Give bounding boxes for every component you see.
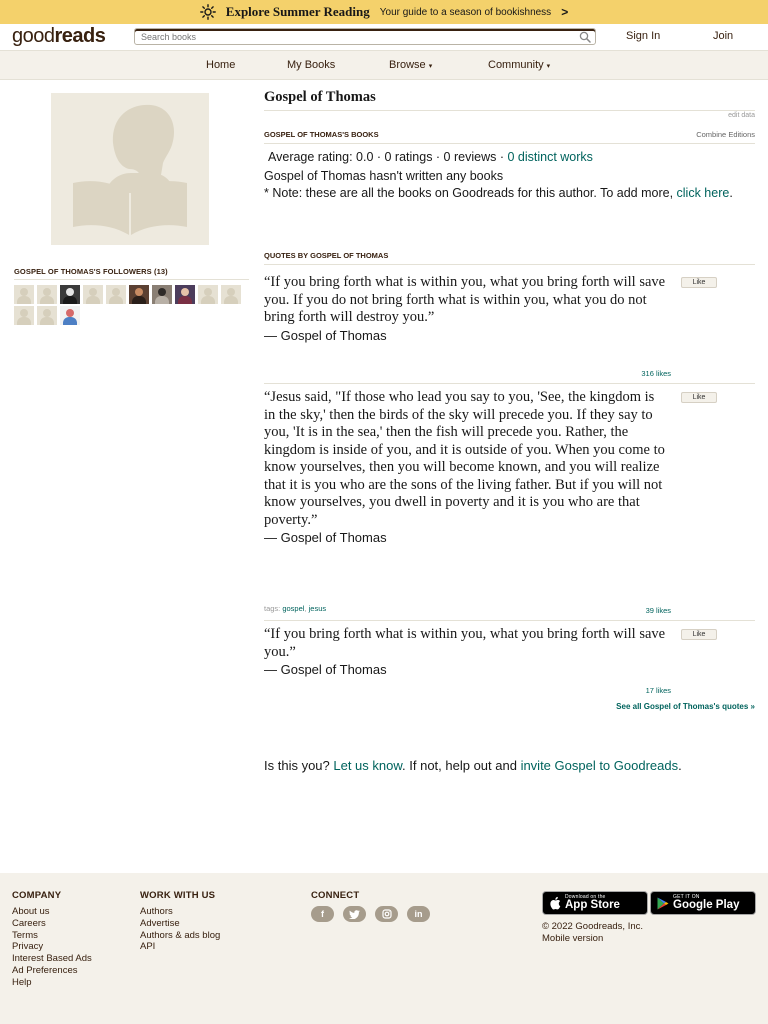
- app-store-big: App Store: [565, 898, 620, 911]
- reader-silhouette-icon: [51, 93, 209, 245]
- follower-avatar[interactable]: [175, 285, 195, 304]
- goodreads-logo[interactable]: [12, 25, 105, 48]
- footer-link-careers[interactable]: Careers: [12, 917, 46, 929]
- follower-avatar[interactable]: [14, 306, 34, 325]
- rating-stats: Average rating: 0.0 · 0 ratings · 0 reviews ·: [268, 150, 508, 164]
- search-icon[interactable]: [579, 31, 591, 43]
- logo-suffix: reads: [54, 25, 106, 47]
- footer-link-advertise[interactable]: Advertise: [140, 917, 180, 929]
- claim-prefix: Is this you?: [264, 758, 334, 773]
- follower-avatar[interactable]: [83, 285, 103, 304]
- app-store-button[interactable]: [542, 891, 648, 915]
- followers-heading[interactable]: GOSPEL OF THOMAS'S FOLLOWERS (13): [14, 267, 249, 280]
- footer-heading: CONNECT: [311, 890, 360, 901]
- nav-community-label: Community: [488, 59, 544, 71]
- quote-author[interactable]: ― Gospel of Thomas: [264, 327, 387, 343]
- footer-link-authors[interactable]: Authors: [140, 906, 173, 917]
- chevron-down-icon: ▾: [428, 63, 433, 70]
- like-button[interactable]: Like: [681, 392, 717, 403]
- join-link[interactable]: Join: [713, 30, 734, 42]
- twitter-bird-icon: [349, 910, 360, 919]
- mobile-version-link[interactable]: Mobile version: [542, 933, 604, 944]
- quote-text: “Jesus said, "If those who lead you say to you, 'See, the kingdom is in the sky,' then the birds of the sky will precede you. If they say to you, 'It is in the sea,' then the fish will precede you. Rather, the kingdom is inside of you, and it is outside of you. When you come to know yourselves, then you will become known, and you will realize that it is you who are the sons of the living father. But if you will not know yourselves, you dwell in poverty and it is you who are that poverty.”: [264, 389, 665, 528]
- like-button[interactable]: Like: [681, 277, 717, 288]
- books-heading-label[interactable]: GOSPEL OF THOMAS'S BOOKS: [264, 130, 379, 139]
- promo-banner[interactable]: [0, 0, 768, 24]
- quote-author[interactable]: ― Gospel of Thomas: [264, 530, 387, 545]
- follower-avatar[interactable]: [152, 285, 172, 304]
- footer-link-interest-ads[interactable]: Interest Based Ads: [12, 953, 92, 965]
- likes-count[interactable]: 316 likes: [641, 369, 671, 378]
- footer-work-with-us: [140, 890, 220, 953]
- footer-heading: WORK WITH US: [140, 890, 216, 901]
- footer-connect: [311, 890, 430, 922]
- footer-link-help[interactable]: Help: [12, 976, 32, 988]
- chevron-down-icon: ▾: [546, 63, 551, 70]
- google-play-big: Google Play: [673, 898, 740, 911]
- footer-link-ad-preferences[interactable]: Ad Preferences: [12, 964, 78, 976]
- note-end: .: [729, 186, 733, 200]
- instagram-glyph-icon: [382, 909, 392, 919]
- site-footer: [0, 873, 768, 1024]
- books-note: [264, 185, 744, 202]
- main-nav: [0, 51, 768, 80]
- chevron-right-icon[interactable]: >: [561, 5, 569, 19]
- quote-item: [264, 626, 755, 698]
- follower-avatar[interactable]: [14, 285, 34, 304]
- quote-author[interactable]: ― Gospel of Thomas: [264, 662, 387, 677]
- tag-separator: ,: [304, 604, 309, 613]
- footer-link-ads-blog[interactable]: Authors & ads blog: [140, 929, 221, 941]
- followers-grid: [14, 285, 250, 325]
- follower-avatar[interactable]: [198, 285, 218, 304]
- author-name-title: Gospel of Thomas: [264, 89, 755, 111]
- follower-avatar[interactable]: [106, 285, 126, 304]
- likes-count[interactable]: 39 likes: [645, 606, 671, 615]
- copyright-text: © 2022 Goodreads, Inc.: [542, 921, 644, 932]
- footer-heading: COMPANY: [12, 890, 62, 901]
- search-box[interactable]: [134, 28, 596, 45]
- nav-my-books[interactable]: My Books: [287, 59, 336, 71]
- combine-editions-link[interactable]: Combine Editions: [696, 130, 755, 139]
- quote-item: [264, 274, 755, 384]
- like-button[interactable]: Like: [681, 629, 717, 640]
- promo-title[interactable]: Explore Summer Reading: [225, 4, 370, 19]
- app-store-small: Download on the: [565, 893, 606, 900]
- nav-browse-label: Browse: [389, 59, 426, 71]
- follower-avatar[interactable]: [221, 285, 241, 304]
- author-photo-placeholder: [51, 93, 209, 245]
- search-input[interactable]: [141, 30, 571, 44]
- follower-avatar[interactable]: [129, 285, 149, 304]
- let-us-know-link[interactable]: Let us know: [333, 758, 403, 773]
- app-store-text: [565, 895, 620, 912]
- nav-browse[interactable]: [389, 59, 432, 71]
- follower-avatar[interactable]: [60, 285, 80, 304]
- apple-icon: [549, 896, 561, 910]
- quote-tags: [264, 604, 326, 613]
- google-play-small: GET IT ON: [673, 893, 700, 900]
- linkedin-icon[interactable]: in: [407, 906, 430, 922]
- sign-in-link[interactable]: Sign In: [626, 30, 661, 42]
- invite-author-link[interactable]: invite Gospel to Goodreads: [520, 758, 679, 773]
- claim-author-text: [264, 757, 694, 774]
- logo-prefix: good: [12, 25, 55, 47]
- google-play-icon: [657, 897, 669, 910]
- footer-link-privacy[interactable]: Privacy: [12, 941, 44, 953]
- nav-home[interactable]: Home: [206, 59, 236, 71]
- follower-avatar[interactable]: [37, 306, 57, 325]
- see-all-quotes-link[interactable]: See all Gospel of Thomas's quotes »: [616, 702, 755, 711]
- distinct-works-link[interactable]: 0 distinct works: [507, 150, 593, 164]
- tag-link[interactable]: jesus: [308, 604, 327, 613]
- edit-data-link[interactable]: edit data: [728, 112, 755, 119]
- tags-label: tags:: [264, 604, 283, 613]
- copyright-block: [542, 921, 643, 945]
- no-books-text: Gospel of Thomas hasn't written any books: [264, 169, 504, 183]
- claim-end: .: [678, 758, 682, 773]
- follower-avatar[interactable]: [60, 306, 80, 325]
- nav-community[interactable]: [488, 59, 550, 71]
- books-section-heading: [264, 130, 755, 144]
- tag-link[interactable]: gospel: [282, 604, 305, 613]
- average-rating-line: [268, 150, 593, 164]
- footer-company: [12, 890, 92, 989]
- sun-icon: [200, 4, 216, 20]
- follower-avatar[interactable]: [37, 285, 57, 304]
- google-play-text: [673, 895, 739, 912]
- promo-subtitle[interactable]: Your guide to a season of bookishness: [379, 6, 552, 18]
- instagram-icon[interactable]: [375, 906, 398, 922]
- footer-link-about[interactable]: About us: [12, 906, 50, 917]
- facebook-icon[interactable]: f: [311, 906, 334, 922]
- twitter-icon[interactable]: [343, 906, 366, 922]
- footer-link-terms[interactable]: Terms: [12, 929, 38, 941]
- quotes-section-heading[interactable]: QUOTES BY GOSPEL OF THOMAS: [264, 251, 755, 265]
- google-play-button[interactable]: [650, 891, 756, 915]
- social-links: [311, 906, 430, 922]
- likes-count[interactable]: 17 likes: [645, 686, 671, 695]
- click-here-link[interactable]: click here: [676, 186, 730, 200]
- note-text: * Note: these are all the books on Goodreads for this author. To add more,: [264, 186, 677, 200]
- quote-text: “If you bring forth what is within you, what you bring forth will save you.”: [264, 626, 666, 660]
- footer-link-api[interactable]: API: [140, 941, 156, 953]
- quote-item: [264, 389, 755, 621]
- site-header: [0, 24, 768, 51]
- claim-middle: . If not, help out and: [402, 758, 521, 773]
- quote-text: “If you bring forth what is within you, what you bring forth will save you. If you do not bring forth what is within you, what you do not bring forth will destroy you.”: [264, 274, 666, 325]
